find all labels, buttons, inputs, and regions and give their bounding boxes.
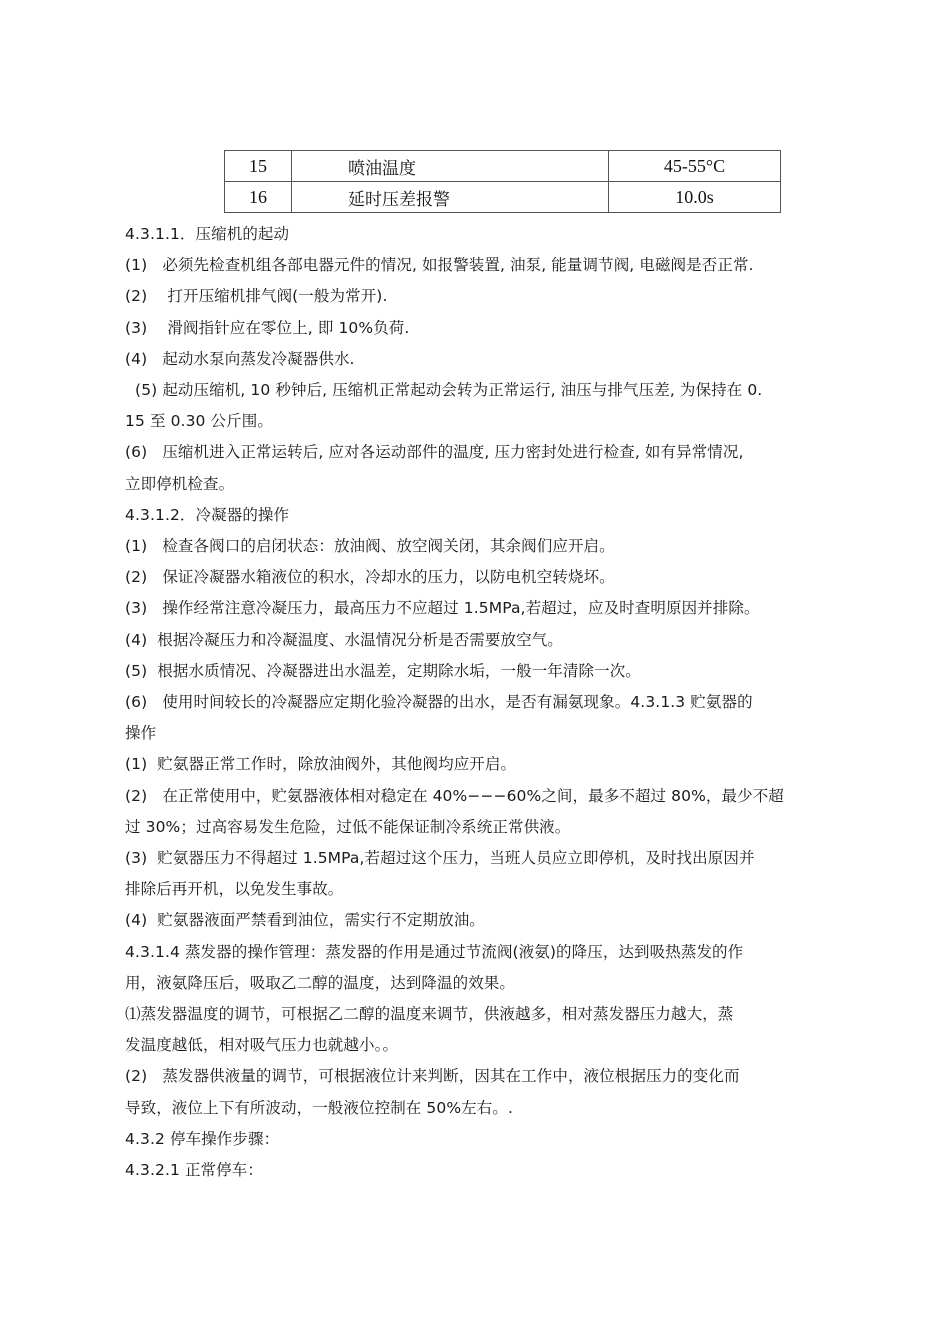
text-line: 4.3.1.4 蒸发器的操作管理：蒸发器的作用是通过节流阀(液氨)的降压，达到吸热蒸发的作 [125,942,744,961]
section-heading: 4.3.1.1．压缩机的起动 [125,225,290,243]
parameter-name: 喷油温度 [292,151,609,182]
text-line: (4) 起动水泵向蒸发冷凝器供水. [125,349,355,368]
text-line: (3) 滑阀指针应在零位上, 即 10%负荷. [125,318,410,337]
section-heading: 4.3.1.2．冷凝器的操作 [125,505,290,524]
text-line: (2) 蒸发器供液量的调节，可根据液位计来判断，因其在工作中，液位根据压力的变化而 [125,1067,740,1086]
text-line: (5) 起动压缩机, 10 秒钟后, 压缩机正常起动会转为正常运行, 油压与排气压差, 为保持在 0. [125,381,763,400]
text-line: (6) 压缩机进入正常运转后, 应对各运动部件的温度, 压力密封处进行检查, 如有异常情况, [125,443,744,462]
parameter-value: 10.0s [609,182,781,213]
text-line: (2) 保证冷凝器水箱液位的积水，冷却水的压力，以防电机空转烧坏。 [125,568,615,587]
section-heading: 4.3.2.1 正常停车： [125,1161,263,1180]
parameter-table [224,150,781,213]
body-text [125,219,885,1186]
text-line: (3) 操作经常注意冷凝压力，最高压力不应超过 1.5MPa,若超过，应及时查明原因并排除。 [125,599,760,618]
text-line: 排除后再开机，以免发生事故。 [125,880,344,899]
text-line: (2) 打开压缩机排气阀(一般为常开). [125,287,388,306]
text-line: (5) 根据水质情况、冷凝器进出水温差，定期除水垢，一般一年清除一次。 [125,661,641,680]
text-line: (6) 使用时间较长的冷凝器应定期化验冷凝器的出水，是否有漏氨现象。4.3.1.3 贮氨器的 [125,693,753,712]
row-number: 15 [225,151,292,182]
text-line: 过 30%；过高容易发生危险，过低不能保证制冷系统正常供液。 [125,817,571,836]
text-line: (1) 贮氨器正常工作时，除放油阀外，其他阀均应开启。 [125,755,517,774]
text-line: 导致，液位上下有所波动，一般液位控制在 50%左右。. [125,1098,514,1117]
text-line: 用，液氨降压后，吸取乙二醇的温度，达到降温的效果。 [125,973,516,992]
text-line: 发温度越低，相对吸气压力也就越小。。 [125,1036,399,1055]
section-heading: 4.3.2 停车操作步骤： [125,1129,280,1148]
text-line: (4) 根据冷凝压力和冷凝温度、水温情况分析是否需要放空气。 [125,630,563,649]
parameter-value: 45-55°C [609,151,781,182]
text-line: 15 至 0.30 公斤围。 [125,412,273,431]
text-line: (2) 在正常使用中，贮氨器液体相对稳定在 40%−−−60%之间，最多不超过 80%，最少不超 [125,786,784,805]
table-row [225,151,781,182]
text-line: 立即停机检查。 [125,474,235,493]
row-number: 16 [225,182,292,213]
text-line: (1) 必须先检查机组各部电器元件的情况, 如报警装置, 油泵, 能量调节阀, 电磁阀是否正常. [125,256,754,275]
parameter-name: 延时压差报警 [292,182,609,213]
text-line: (4) 贮氨器液面严禁看到油位，需实行不定期放油。 [125,911,485,930]
text-line: (3) 贮氨器压力不得超过 1.5MPa,若超过这个压力，当班人员应立即停机，及时找出原因并 [125,849,755,868]
table-row [225,182,781,213]
text-line: ⑴蒸发器温度的调节，可根据乙二醇的温度来调节，供液越多，相对蒸发器压力越大，蒸 [125,1005,734,1024]
text-line: 操作 [125,724,157,743]
text-line: (1) 检查各阀口的启闭状态：放油阀、放空阀关闭，其余阀们应开启。 [125,537,615,556]
